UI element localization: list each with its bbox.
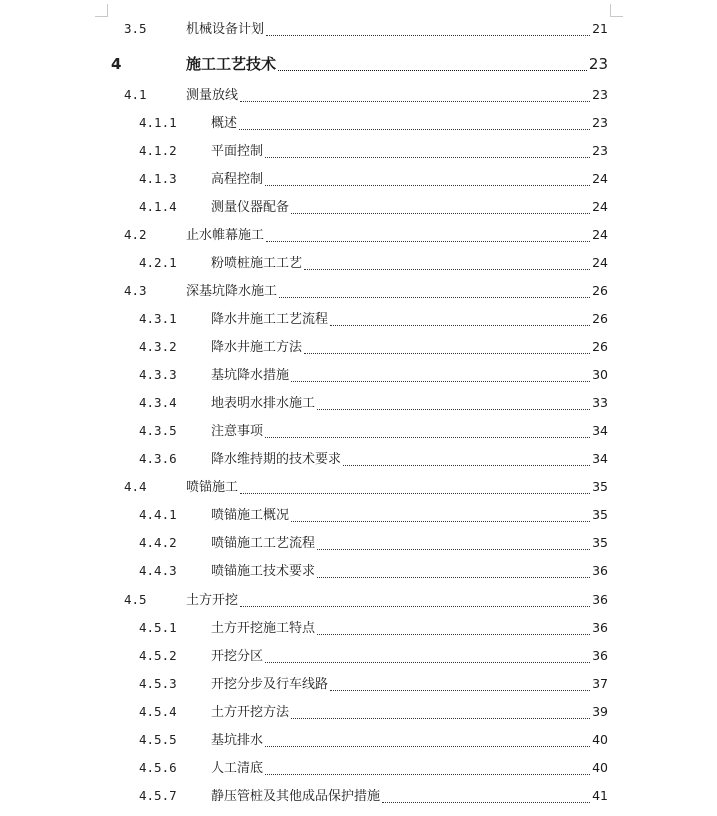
toc-entry-number: 4 bbox=[111, 55, 122, 73]
toc-entry-number: 3.5 bbox=[124, 21, 147, 36]
toc-entry-line bbox=[211, 505, 608, 526]
toc-dot-leader bbox=[239, 128, 590, 130]
toc-dot-leader bbox=[291, 380, 590, 382]
toc-entry-page: 36 bbox=[592, 563, 608, 578]
toc-entry[interactable] bbox=[0, 618, 717, 638]
toc-entry-page: 35 bbox=[592, 507, 608, 522]
toc-entry-title: 土方开挖施工特点 bbox=[211, 621, 316, 636]
toc-entry-line bbox=[186, 281, 608, 302]
toc-entry[interactable] bbox=[0, 449, 717, 469]
toc-entry-line bbox=[211, 786, 608, 807]
toc-dot-leader bbox=[304, 268, 590, 270]
toc-entry-title: 止水帷幕施工 bbox=[186, 228, 265, 243]
toc-entry-title: 粉喷桩施工工艺 bbox=[211, 256, 303, 271]
toc-dot-leader bbox=[291, 212, 590, 214]
toc-entry-title: 开挖分区 bbox=[211, 649, 264, 664]
toc-entry-title: 喷锚施工工艺流程 bbox=[211, 536, 316, 551]
toc-entry-page: 24 bbox=[592, 199, 608, 214]
toc-entry-title: 高程控制 bbox=[211, 172, 264, 187]
toc-entry[interactable] bbox=[0, 477, 717, 497]
toc-entry-line bbox=[211, 730, 608, 751]
toc-entry[interactable] bbox=[0, 281, 717, 301]
toc-entry-page: 30 bbox=[592, 367, 608, 382]
toc-entry[interactable] bbox=[0, 337, 717, 357]
toc-entry[interactable] bbox=[0, 421, 717, 441]
toc-entry[interactable] bbox=[0, 505, 717, 525]
toc-dot-leader bbox=[265, 184, 590, 186]
crop-mark-top-left bbox=[95, 4, 108, 17]
toc-dot-leader bbox=[382, 801, 590, 803]
toc-entry-line bbox=[211, 533, 608, 554]
toc-entry-number: 4.3.3 bbox=[139, 367, 177, 382]
toc-entry-number: 4.1 bbox=[124, 87, 147, 102]
toc-entry-title: 静压管桩及其他成品保护措施 bbox=[211, 789, 381, 804]
toc-entry-page: 24 bbox=[592, 171, 608, 186]
toc-entry-page: 34 bbox=[592, 451, 608, 466]
toc-entry[interactable] bbox=[0, 225, 717, 245]
toc-entry-number: 4.5.2 bbox=[139, 648, 177, 663]
toc-entry[interactable] bbox=[0, 113, 717, 133]
toc-entry-line bbox=[186, 477, 608, 498]
toc-entry-number: 4.5.3 bbox=[139, 676, 177, 691]
toc-entry-page: 40 bbox=[592, 732, 608, 747]
toc-entry-number: 4.4.3 bbox=[139, 563, 177, 578]
toc-entry-title: 注意事项 bbox=[211, 424, 264, 439]
toc-dot-leader bbox=[265, 436, 590, 438]
toc-entry-line bbox=[211, 253, 608, 274]
toc-entry-page: 26 bbox=[592, 339, 608, 354]
toc-entry-line bbox=[211, 365, 608, 386]
toc-entry-line bbox=[211, 702, 608, 723]
toc-entry-title: 开挖分步及行车线路 bbox=[211, 677, 329, 692]
toc-entry-title: 地表明水排水施工 bbox=[211, 396, 316, 411]
toc-entry-page: 39 bbox=[592, 704, 608, 719]
toc-dot-leader bbox=[266, 34, 590, 36]
toc-entry-number: 4.1.2 bbox=[139, 143, 177, 158]
toc-dot-leader bbox=[291, 717, 590, 719]
toc-entry-number: 4.4 bbox=[124, 479, 147, 494]
toc-entry-number: 4.5.6 bbox=[139, 760, 177, 775]
toc-entry-number: 4.3.6 bbox=[139, 451, 177, 466]
toc-entry-page: 33 bbox=[592, 395, 608, 410]
toc-dot-leader bbox=[265, 156, 590, 158]
toc-dot-leader bbox=[330, 689, 590, 691]
toc-entry[interactable] bbox=[0, 561, 717, 581]
toc-entry-page: 37 bbox=[592, 676, 608, 691]
toc-entry-title: 喷锚施工 bbox=[186, 480, 239, 495]
toc-entry-title: 概述 bbox=[211, 116, 238, 131]
toc-entry-page: 35 bbox=[592, 479, 608, 494]
toc-dot-leader bbox=[317, 548, 590, 550]
toc-entry-page: 23 bbox=[592, 143, 608, 158]
toc-entry-title: 降水井施工工艺流程 bbox=[211, 312, 329, 327]
toc-entry[interactable] bbox=[0, 52, 717, 76]
toc-entry-number: 4.3.1 bbox=[139, 311, 177, 326]
toc-dot-leader bbox=[291, 520, 590, 522]
toc-entry-line bbox=[211, 309, 608, 330]
toc-entry-number: 4.4.1 bbox=[139, 507, 177, 522]
toc-entry[interactable] bbox=[0, 169, 717, 189]
toc-entry-title: 人工清底 bbox=[211, 761, 264, 776]
toc-entry-number: 4.4.2 bbox=[139, 535, 177, 550]
toc-entry-number: 4.2.1 bbox=[139, 255, 177, 270]
toc-entry[interactable] bbox=[0, 141, 717, 161]
toc-entry[interactable] bbox=[0, 702, 717, 722]
toc-entry-title: 降水维持期的技术要求 bbox=[211, 452, 342, 467]
toc-entry-page: 21 bbox=[592, 21, 608, 36]
toc-dot-leader bbox=[265, 773, 590, 775]
toc-entry[interactable] bbox=[0, 590, 717, 610]
toc-dot-leader bbox=[278, 69, 587, 71]
toc-entry[interactable] bbox=[0, 393, 717, 413]
toc-entry-page: 36 bbox=[592, 648, 608, 663]
toc-entry-number: 4.3.4 bbox=[139, 395, 177, 410]
toc-entry-line bbox=[211, 449, 608, 470]
toc-entry-number: 4.1.4 bbox=[139, 199, 177, 214]
toc-entry-title: 施工工艺技术 bbox=[186, 55, 277, 73]
toc-entry-line bbox=[211, 337, 608, 358]
toc-entry-page: 40 bbox=[592, 760, 608, 775]
toc-entry-title: 测量放线 bbox=[186, 88, 239, 103]
toc-entry-page: 24 bbox=[592, 255, 608, 270]
toc-entry-line bbox=[211, 674, 608, 695]
toc-entry[interactable] bbox=[0, 786, 717, 806]
toc-dot-leader bbox=[304, 352, 590, 354]
toc-entry-line bbox=[211, 618, 608, 639]
toc-entry-page: 24 bbox=[592, 227, 608, 242]
toc-entry-page: 26 bbox=[592, 283, 608, 298]
toc-entry-page: 23 bbox=[592, 87, 608, 102]
toc-entry-line bbox=[211, 393, 608, 414]
toc-entry-line bbox=[211, 197, 608, 218]
toc-dot-leader bbox=[317, 576, 590, 578]
toc-entry-number: 4.5.7 bbox=[139, 788, 177, 803]
toc-entry-number: 4.1.3 bbox=[139, 171, 177, 186]
toc-entry-line bbox=[211, 169, 608, 190]
toc-entry-number: 4.1.1 bbox=[139, 115, 177, 130]
toc-entry-line bbox=[186, 590, 608, 611]
toc-entry-title: 测量仪器配备 bbox=[211, 200, 290, 215]
toc-entry-line bbox=[186, 225, 608, 246]
toc-dot-leader bbox=[240, 100, 590, 102]
toc-entry-page: 23 bbox=[588, 55, 608, 73]
crop-mark-top-right bbox=[610, 4, 623, 17]
toc-entry-line bbox=[186, 19, 608, 40]
toc-entry-page: 26 bbox=[592, 311, 608, 326]
toc-entry[interactable] bbox=[0, 730, 717, 750]
toc-entry-title: 深基坑降水施工 bbox=[186, 284, 278, 299]
toc-dot-leader bbox=[317, 408, 590, 410]
toc-entry-title: 降水井施工方法 bbox=[211, 340, 303, 355]
toc-entry-number: 4.2 bbox=[124, 227, 147, 242]
toc-entry-number: 4.3 bbox=[124, 283, 147, 298]
toc-entry-line bbox=[211, 646, 608, 667]
toc-entry[interactable] bbox=[0, 253, 717, 273]
toc-dot-leader bbox=[343, 464, 590, 466]
toc-entry-line bbox=[186, 85, 608, 106]
toc-entry-line bbox=[186, 52, 608, 76]
toc-entry-line bbox=[211, 561, 608, 582]
toc-entry-page: 23 bbox=[592, 115, 608, 130]
toc-entry-number: 4.5.1 bbox=[139, 620, 177, 635]
toc-dot-leader bbox=[317, 633, 590, 635]
toc-entry-title: 机械设备计划 bbox=[186, 22, 265, 37]
toc-dot-leader bbox=[265, 661, 590, 663]
toc-entry-page: 36 bbox=[592, 620, 608, 635]
toc-dot-leader bbox=[240, 492, 590, 494]
toc-entry-number: 4.5.4 bbox=[139, 704, 177, 719]
toc-entry-page: 35 bbox=[592, 535, 608, 550]
toc-entry[interactable] bbox=[0, 19, 717, 39]
toc-dot-leader bbox=[279, 296, 590, 298]
toc-entry-title: 喷锚施工概况 bbox=[211, 508, 290, 523]
toc-entry-number: 4.3.5 bbox=[139, 423, 177, 438]
toc-dot-leader bbox=[266, 240, 590, 242]
toc-dot-leader bbox=[265, 745, 590, 747]
toc-entry[interactable] bbox=[0, 309, 717, 329]
toc-entry-title: 土方开挖 bbox=[186, 593, 239, 608]
toc-entry-number: 4.3.2 bbox=[139, 339, 177, 354]
toc-entry[interactable] bbox=[0, 197, 717, 217]
toc-dot-leader bbox=[240, 605, 590, 607]
toc-entry[interactable] bbox=[0, 365, 717, 385]
toc-entry-number: 4.5 bbox=[124, 592, 147, 607]
toc-entry-line bbox=[211, 758, 608, 779]
toc-entry[interactable] bbox=[0, 674, 717, 694]
toc-entry-page: 34 bbox=[592, 423, 608, 438]
toc-dot-leader bbox=[330, 324, 590, 326]
toc-entry[interactable] bbox=[0, 85, 717, 105]
toc-entry-title: 基坑降水措施 bbox=[211, 368, 290, 383]
toc-entry[interactable] bbox=[0, 758, 717, 778]
toc-entry[interactable] bbox=[0, 533, 717, 553]
toc-entry-line bbox=[211, 141, 608, 162]
toc-entry-number: 4.5.5 bbox=[139, 732, 177, 747]
toc-entry-page: 36 bbox=[592, 592, 608, 607]
toc-entry-title: 基坑排水 bbox=[211, 733, 264, 748]
toc-entry-line bbox=[211, 113, 608, 134]
toc-entry-title: 土方开挖方法 bbox=[211, 705, 290, 720]
toc-entry-title: 喷锚施工技术要求 bbox=[211, 564, 316, 579]
toc-entry[interactable] bbox=[0, 646, 717, 666]
toc-entry-line bbox=[211, 421, 608, 442]
toc-entry-title: 平面控制 bbox=[211, 144, 264, 159]
toc-entry-page: 41 bbox=[592, 788, 608, 803]
